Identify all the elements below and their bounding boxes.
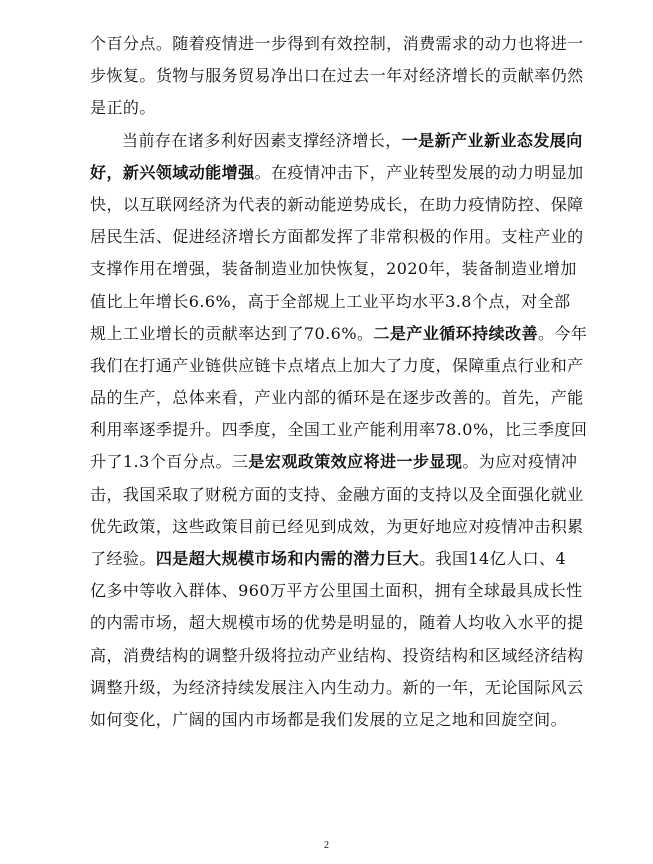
text-line	[90, 704, 568, 736]
text-line: 了 经 验 。 四 是 超 大 规 模 市 场 和 内 需 的 潜 力 巨 大 。 我 国 14 亿 人 口 、 4	[90, 549, 567, 568]
text-line: 利 用 率 逐 季 提 升 。 四 季 度 ， 全 国 工 业 产 能 利 用 率 78.0% ， 比 三 季 度 回	[90, 420, 588, 440]
document-body	[90, 28, 588, 736]
text-segment: 如何变化，广阔的国内市场都是我们发展的立足之地和回旋空间。	[90, 709, 568, 729]
text-line: 居 民 生 活 、 促 进 经 济 增 长 方 面 都 发 挥 了 非 常 积 极 的 作 用 。 支 柱 产 业 的	[90, 227, 584, 247]
text-segment: 是正的。	[90, 98, 156, 118]
text-line: 击 ， 我 国 采 取 了 财 税 方 面 的 支 持 、 金 融 方 面 的 支 持 以 及 全 面 强 化 就 业	[90, 484, 584, 504]
text-line: 快 ， 以 互 联 网 经 济 为 代 表 的 新 动 能 逆 势 成 长 ， 在 助 力 疫 情 防 控 、 保 障	[90, 194, 584, 214]
text-line: 好 ， 新 兴 领 域 动 能 增 强 。 在 疫 情 冲 击 下 ， 产 业 转 型 发 展 的 动 力 明 显 加	[90, 162, 584, 182]
text-line: 当 前 存 在 诸 多 利 好 因 素 支 撑 经 济 增 长 ， 一 是 新 产 业 新 业 态 发 展 向	[122, 130, 583, 150]
text-line: 亿 多 中 等 收 入 群 体 、 960 万 平 方 公 里 国 土 面 积 ， 拥 有 全 球 最 具 成 长 性	[90, 581, 583, 601]
text-line	[90, 92, 560, 124]
text-line: 的 内 需 市 场 ， 超 大 规 模 市 场 的 优 势 是 明 显 的 ， 随 着 人 均 收 入 水 平 的 提	[90, 613, 584, 633]
text-line: 品 的 生 产 ， 总 体 来 看 ， 产 业 内 部 的 循 环 是 在 逐 步 改 善 的 。 首 先 ， 产 能	[90, 388, 584, 408]
text-line: 调 整 升 级 ， 为 经 济 持 续 发 展 注 入 内 生 动 力 。 新 的 一 年 ， 无 论 国 际 风 云	[90, 677, 584, 697]
text-line: 规 上 工 业 增 长 的 贡 献 率 达 到 了 70.6% 。 二 是 产 业 循 环 持 续 改 善 。 今 年	[90, 323, 588, 343]
text-line: 步 恢 复 。 货 物 与 服 务 贸 易 净 出 口 在 过 去 一 年 对 经 济 增 长 的 贡 献 率 仍 然	[90, 66, 584, 86]
text-line: 我 们 在 打 通 产 业 链 供 应 链 卡 点 堵 点 上 加 大 了 力 度 ， 保 障 重 点 行 业 和 产	[90, 355, 584, 375]
text-line: 升 了 1.3 个 百 分 点 。 三 是 宏 观 政 策 效 应 将 进 一 步 显 现 。 为 应 对 疫 情 冲	[90, 452, 578, 472]
text-line: 个 百 分 点 。 随 着 疫 情 进 一 步 得 到 有 效 控 制 ， 消 费 需 求 的 动 力 也 将 进 一	[90, 34, 584, 53]
text-line: 优 先 政 策 ， 这 些 政 策 目 前 已 经 见 到 成 效 ， 为 更 好 地 应 对 疫 情 冲 击 积 累	[90, 516, 584, 536]
text-line: 支 撑 作 用 在 增 强 ， 装 备 制 造 业 加 快 恢 复 ， 2020 年 ， 装 备 制 造 业 增 加	[90, 259, 577, 279]
text-line: 值 比 上 年 增 长 6.6% ， 高 于 全 部 规 上 工 业 平 均 水 平 3.8 个 点 ， 对 全 部	[90, 291, 571, 311]
text-line: 高 ， 消 费 结 构 的 调 整 升 级 将 拉 动 产 业 结 构 、 投 资 结 构 和 区 域 经 济 结 构	[90, 645, 584, 665]
page-number: 2	[324, 840, 329, 851]
